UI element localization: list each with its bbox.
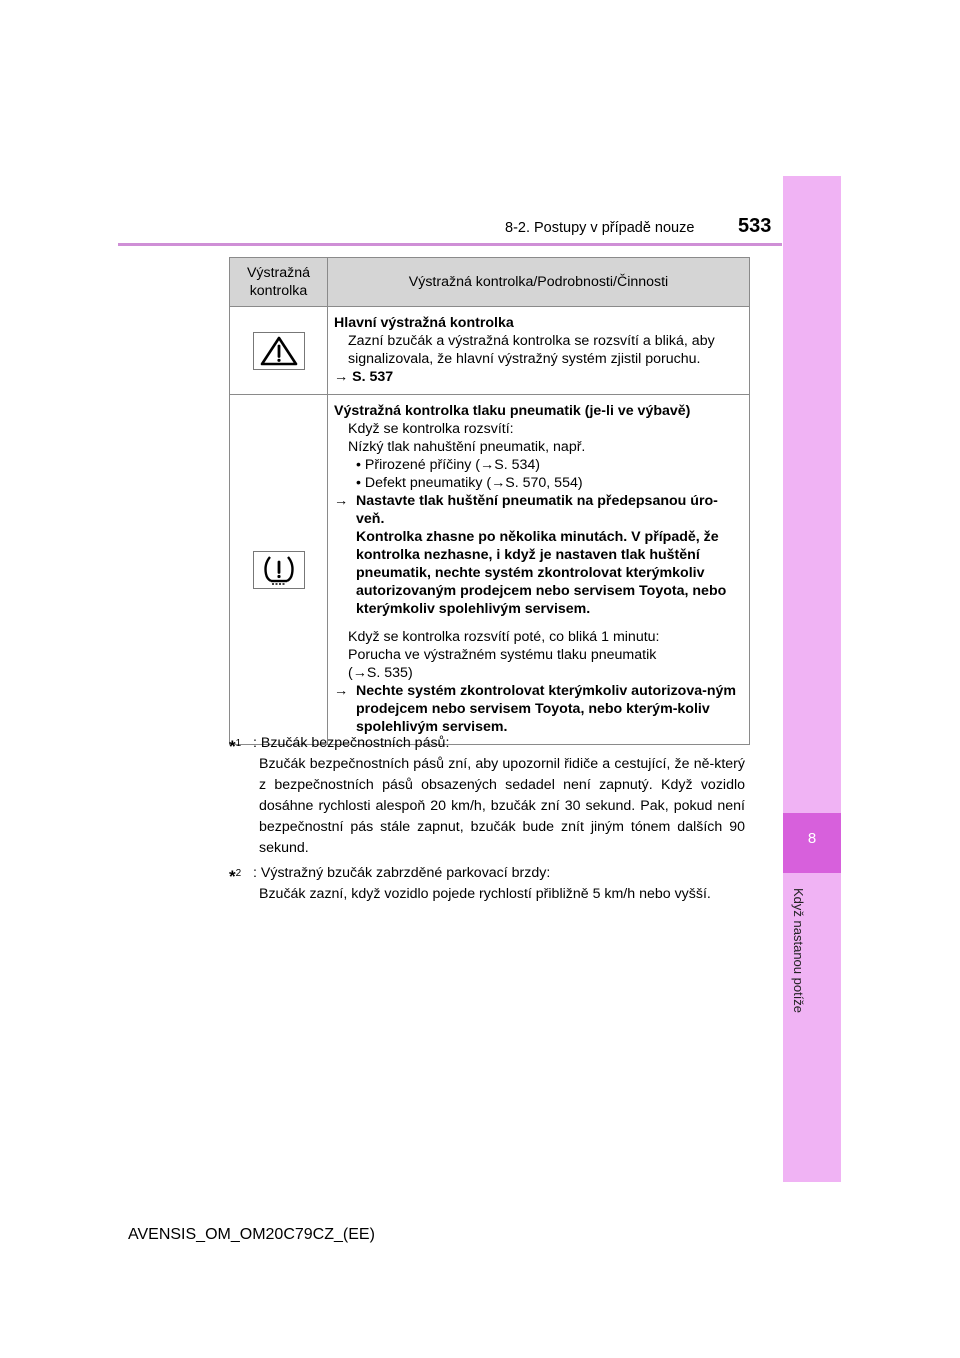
footnote-title: : Bzučák bezpečnostních pásů: [253,735,450,751]
column-header-light: Výstražná kontrolka [230,258,328,307]
cause-text: Nízký tlak nahuštění pneumatik, např. [348,439,586,455]
arrow-icon: → [334,493,349,509]
light-title: Výstražná kontrolka tlaku pneumatik (je-li ve výbavě) [334,403,691,419]
bullet-item: • Přirozené příčiny (→S. 534) [356,457,540,473]
arrow-icon: → [480,457,495,473]
arrow-icon: → [352,665,367,681]
table-header-row [230,258,750,307]
bullet-item: • Defekt pneumatiky (→S. 570, 554) [356,475,583,491]
footnote-mark: *$^1$ [229,737,242,756]
bullet-icon: • [356,475,361,491]
footnote-mark: *$^2$ [229,867,242,886]
table-row [230,395,750,745]
fault-reference: (→S. 535) [348,665,413,681]
footnotes [229,733,745,909]
icon-cell [230,395,328,745]
light-title: Hlavní výstražná kontrolka [334,315,514,331]
footnote-body: Bzučák bezpečnostních pásů zní, aby upozornil řidiče a cestující, že ně-který z bezpečnostních pásů obsazených sedadel není zapnutý. Když vozidlo dosáhne rychlosti alespoň 20 km/h, bzučák zní 30 sekund. Pak, pokud není bezpečnostní pás stále zapnut, bzučák bude znít jiným tónem dalších 90 sekund. [259,756,745,856]
page-reference: → S. 537 [334,369,394,385]
action-text: Nechte systém zkontrolovat kterýmkoliv autorizova-ným prodejcem nebo servisem Toyota, nebo kterým-koliv spolehlivým servisem. [356,683,737,735]
light-description: Zazní bzučák a výstražná kontrolka se rozsvítí a bliká, aby signalizovala, že hlavní výstražný systém zjistil poruchu. [348,333,715,367]
header-rule [118,243,782,246]
action-note: Kontrolka zhasne po několika minutách. V případě, že kontrolka nezhasne, i když je nastaven tlak huštění pneumatik, nechte systém zkontrolovat kterýmkoliv autorizovaným prodejcem nebo servisem Toyota, nebo kterýmkoliv spolehlivým servisem. [356,529,727,617]
chapter-number: 8 [807,830,817,847]
footnote-title: : Výstražný bzučák zabrzděné parkovací brzdy: [253,865,551,881]
fault-text: Porucha ve výstražném systému tlaku pneumatik [348,647,657,663]
arrow-icon: → [491,475,506,491]
table-row [230,307,750,395]
icon-cell [230,307,328,395]
warning-lights-table [229,257,750,745]
footnote-body: Bzučák zazní, když vozidlo pojede rychlostí přibližně 5 km/h nebo vyšší. [259,886,711,902]
details-cell [328,395,750,745]
column-header-details: Výstražná kontrolka/Podrobnosti/Činnosti [328,258,750,307]
document-code: AVENSIS_OM_OM20C79CZ_(EE) [128,1226,375,1243]
arrow-icon: → [334,683,349,699]
page-number: 533 [738,215,772,237]
bullet-icon: • [356,457,361,473]
action-text: Nastavte tlak huštění pneumatik na předepsanou úro-veň. [356,493,718,527]
chapter-title: Když nastanou potíže [791,888,806,1014]
footnote [229,733,745,859]
footnote [229,863,745,905]
condition-text: Když se kontrolka rozsvítí: [348,421,514,437]
master-warning-triangle-icon [253,332,305,370]
tire-pressure-warning-icon [253,551,305,589]
header-section-title: 8-2. Postupy v případě nouze [505,220,695,236]
condition-text: Když se kontrolka rozsvítí poté, co bliká 1 minutu: [348,629,660,645]
details-cell [328,307,750,395]
action-line [334,682,743,736]
arrow-icon: → [334,369,349,385]
action-line [334,492,743,528]
